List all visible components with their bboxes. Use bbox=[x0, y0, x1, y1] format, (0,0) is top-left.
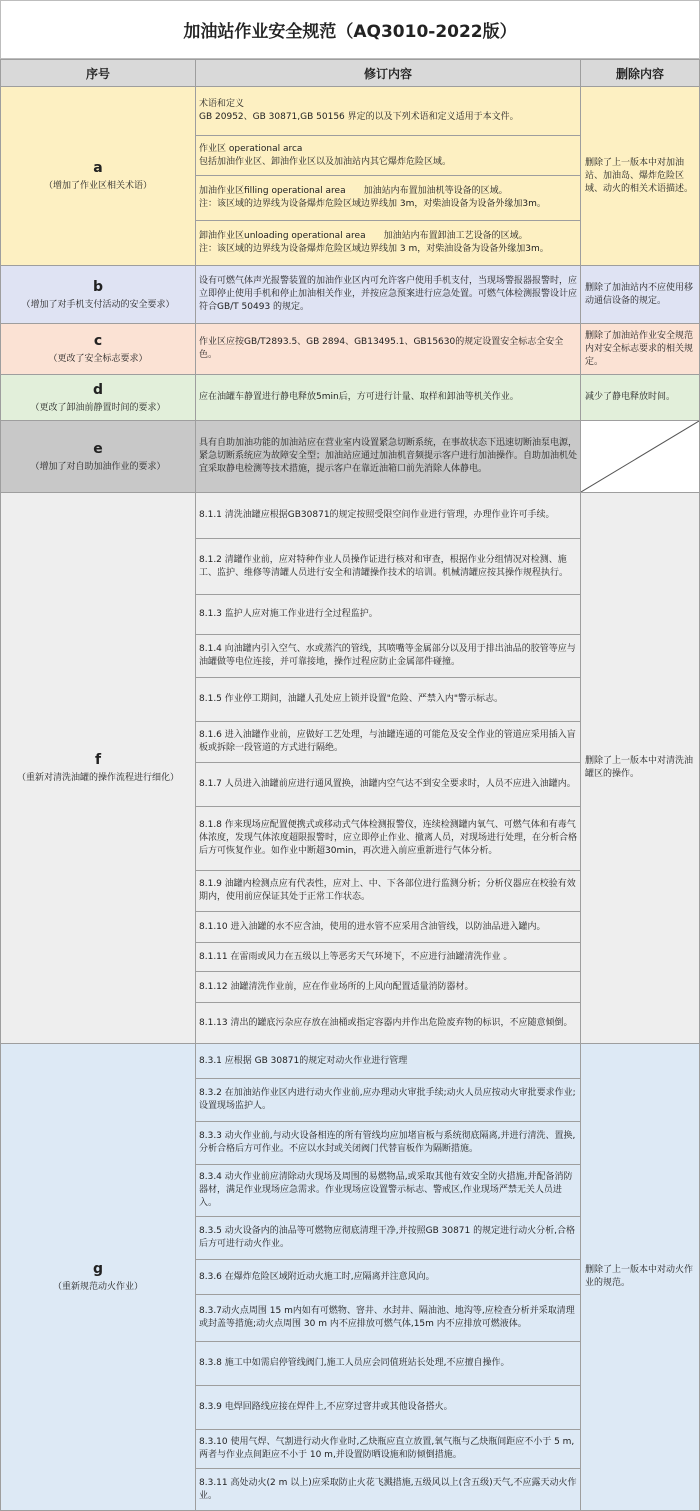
content-cell: 8.3.4 动火作业前应清除动火现场及周围的易燃物品,或采取其他有效安全防火措施,并配备消防器材，满足作业现场应急需求。作业现场应设置警示标志、警戒区,作业现场严禁无关人员进入。 bbox=[195, 1164, 581, 1217]
header-seq: 序号 bbox=[0, 59, 196, 87]
content-cell: 8.1.6 进入油罐作业前，应做好工艺处理，与油罐连通的可能危及安全作业的管道应采用插入盲板或拆除一段管道的方式进行隔绝。 bbox=[195, 721, 581, 763]
section-f-seq bbox=[0, 492, 196, 1044]
section-desc: （更改了安全标志要求） bbox=[48, 354, 148, 364]
section-desc: （重新规范动火作业） bbox=[52, 1282, 143, 1292]
content-cell: 8.1.13 清出的罐底污杂应存放在油桶或指定容器内并作出危险废弃物的标识，不应随意倾倒。 bbox=[195, 1002, 581, 1044]
section-letter: e bbox=[93, 440, 103, 457]
header-content: 修订内容 bbox=[195, 59, 581, 87]
section-a-seq bbox=[0, 86, 196, 266]
content-cell: 8.3.5 动火设备内的油品等可燃物应彻底清理干净,并按照GB 30871 的规定进行动火分析,合格后方可进行动火作业。 bbox=[195, 1216, 581, 1260]
section-letter: d bbox=[92, 381, 104, 398]
deleted-cell: 删除了上一版本中对动火作业的规范。 bbox=[580, 1043, 700, 1511]
content-cell: 作业区应按GB/T2893.5、GB 2894、GB13495.1、GB15630的规定设置安全标志全安全色。 bbox=[195, 323, 581, 375]
content-cell: 8.3.1 应根据 GB 30871的规定对动火作业进行管理 bbox=[195, 1043, 581, 1079]
content-cell: 8.1.10 进入油罐的水不应含油，使用的进水管不应采用含油管线，以防油品进入罐内。 bbox=[195, 911, 581, 943]
content-cell: 8.3.9 电焊回路线应接在焊件上,不应穿过窨井或其他设备搭火。 bbox=[195, 1385, 581, 1430]
section-g-seq bbox=[0, 1043, 196, 1511]
section-letter: b bbox=[92, 278, 104, 295]
section-desc: （增加了作业区相关术语） bbox=[43, 181, 152, 191]
page-title: 加油站作业安全规范（AQ3010-2022版） bbox=[0, 0, 700, 59]
content-cell: 8.1.7 人员进入油罐前应进行通风置换，油罐内空气达不到安全要求时，人员不应进入油罐内。 bbox=[195, 762, 581, 807]
content-cell: 8.1.11 在雷雨或风力在五级以上等恶劣天气环境下，不应进行油罐清洗作业 。 bbox=[195, 942, 581, 972]
deleted-cell: 删除了上一版本中对清洗油罐区的操作。 bbox=[580, 492, 700, 1044]
empty-deleted-cell bbox=[580, 420, 700, 493]
section-desc: （更改了卸油前静置时间的要求） bbox=[30, 402, 166, 413]
content-cell: 8.1.8 作来现场应配置便携式或移动式气体检测报警仪，连续检测罐内氧气、可燃气体和有毒气体浓度，发现气体浓度超限报警时，应立即停止作业、撤离人员，对现场进行处理，在分析合格后方可恢复作业。如作业中断超30min，再次进入前应重新进行气体分析。 bbox=[195, 806, 581, 871]
section-desc: （增加了对自助加油作业的要求） bbox=[30, 461, 166, 472]
content-cell: 8.3.11 高处动火(2 m 以上)应采取防止火花飞溅措施,五级风以上(含五级)天气,不应露天动火作业。 bbox=[195, 1468, 581, 1511]
deleted-cell: 删除了加油站内不应使用移动通信设备的规定。 bbox=[580, 265, 700, 324]
content-cell: 8.3.8 施工中如需启停管线阀门,施工人员应会同值班站长处理,不应擅自操作。 bbox=[195, 1341, 581, 1386]
content-cell: 应在油罐车静置进行静电释放5min后，方可进行计量、取样和卸油等机关作业。 bbox=[195, 374, 581, 421]
section-desc: （增加了对手机支付活动的安全要求） bbox=[21, 299, 175, 310]
section-desc: （重新对清洗油罐的操作流程进行细化） bbox=[16, 773, 179, 783]
content-cell: 8.3.3 动火作业前,与动火设备相连的所有管线均应加堵盲板与系统彻底隔离,并进行清洗、置换,分析合格后方可作业。不应以水封或关闭阀门代替盲板作为隔断措施。 bbox=[195, 1121, 581, 1165]
content-cell: 8.3.7动火点周围 15 m内如有可燃物、窨井、水封井、隔油池、地沟等,应检查分析并采取清理或封盖等措施;动火点周围 30 m 内不应排放可燃气体,15m 内不应排放可燃液体。 bbox=[195, 1294, 581, 1342]
content-cell: 具有自助加油功能的加油站应在营业室内设置紧急切断系统，在事故状态下迅速切断油泵电源，紧急切断系统应为故障安全型；加油站应通过加油机音频提示客户进行加油操作。自助加油机处宜采取静电检测等技术措施，提示客户在靠近油箱口前先消除人体静电。 bbox=[195, 420, 581, 493]
content-cell: 8.1.12 油罐清洗作业前，应在作业场所的上风向配置适量消防器材。 bbox=[195, 971, 581, 1003]
content-cell: 8.3.2 在加油站作业区内进行动火作业前,应办理动火审批手续;动火人员应按动火审批要求作业;设置现场监护人。 bbox=[195, 1078, 581, 1122]
content-cell: 8.1.3 监护人应对施工作业进行全过程监护。 bbox=[195, 594, 581, 635]
deleted-cell: 删除了上一版本中对加油站、加油岛、爆炸危险区域、动火的相关术语描述。 bbox=[580, 86, 700, 266]
content-cell: 8.3.10 使用气焊、气割进行动火作业时,乙炔瓶应直立放置,氧气瓶与乙炔瓶间距应不小于 5 m,两者与作业点间距应不小于 10 m,并设置防晒设施和防倾倒措施。 bbox=[195, 1429, 581, 1469]
section-b-seq bbox=[0, 265, 196, 324]
content-cell: 作业区 operational arca 包括加油作业区、卸油作业区以及加油站内其它爆炸危险区域。 bbox=[195, 135, 581, 176]
section-letter: f bbox=[94, 752, 102, 768]
content-cell: 加油作业区filling operational area 加油站内布置加油机等设备的区域。 注：该区域的边界线为设备爆炸危险区域边界线加 3m，对柴油设备为设备外缘加3m。 bbox=[195, 175, 581, 221]
section-e-seq bbox=[0, 420, 196, 493]
section-letter: g bbox=[92, 1261, 104, 1277]
content-cell: 卸油作业区unloading operational area 加油站内布置卸油工艺设备的区域。 注：该区域的边界线为设备爆炸危险区域边界线加 3 m，对柴油设备为设备外缘加3m。 bbox=[195, 220, 581, 266]
content-cell: 设有可燃气体声光报警装置的加油作业区内可允许客户使用手机支付，当现场警报器报警时，应立即停止使用手机和停止加油相关作业，并按应急预案进行应急处置。可燃气体检测报警设计应符合GB/T 50493 的规定。 bbox=[195, 265, 581, 324]
section-d-seq bbox=[0, 374, 196, 421]
deleted-cell: 减少了静电释放时间。 bbox=[580, 374, 700, 421]
section-letter: c bbox=[93, 333, 103, 349]
section-c-seq bbox=[0, 323, 196, 375]
section-letter: a bbox=[93, 160, 103, 176]
deleted-cell: 删除了加油站作业安全规范内对安全标志要求的相关规定。 bbox=[580, 323, 700, 375]
content-cell: 8.1.1 清洗油罐应根据GB30871的规定按照受限空间作业进行管理，办理作业许可手续。 bbox=[195, 492, 581, 539]
content-cell: 8.1.2 清罐作业前，应对特种作业人员操作证进行核对和审查，根据作业分组情况对检测、施工、监护、维修等清罐人员进行安全和清罐操作技术的培训。机械清罐应按其操作规程执行。 bbox=[195, 538, 581, 595]
content-cell: 术语和定义 GB 20952、GB 30871,GB 50156 界定的以及下列术语和定义适用于本文件。 bbox=[195, 86, 581, 136]
content-cell: 8.1.9 油罐内检测点应有代表性，应对上、中、下各部位进行监测分析；分析仪器应在校验有效期内，使用前应保证其处于正常工作状态。 bbox=[195, 870, 581, 912]
content-cell: 8.1.5 作业停工期间，油罐人孔处应上锁并设置"危险、严禁入内"警示标志。 bbox=[195, 677, 581, 722]
content-cell: 8.3.6 在爆炸危险区域附近动火施工时,应隔离并注意风向。 bbox=[195, 1259, 581, 1295]
header-deleted: 删除内容 bbox=[580, 59, 700, 87]
content-cell: 8.1.4 向油罐内引入空气、水或蒸汽的管线，其喷嘴等金属部分以及用于排出油品的胶管等应与油罐做等电位连接，并可靠接地，操作过程应防止金属部件碰撞。 bbox=[195, 634, 581, 678]
diagonal-line bbox=[581, 421, 699, 492]
